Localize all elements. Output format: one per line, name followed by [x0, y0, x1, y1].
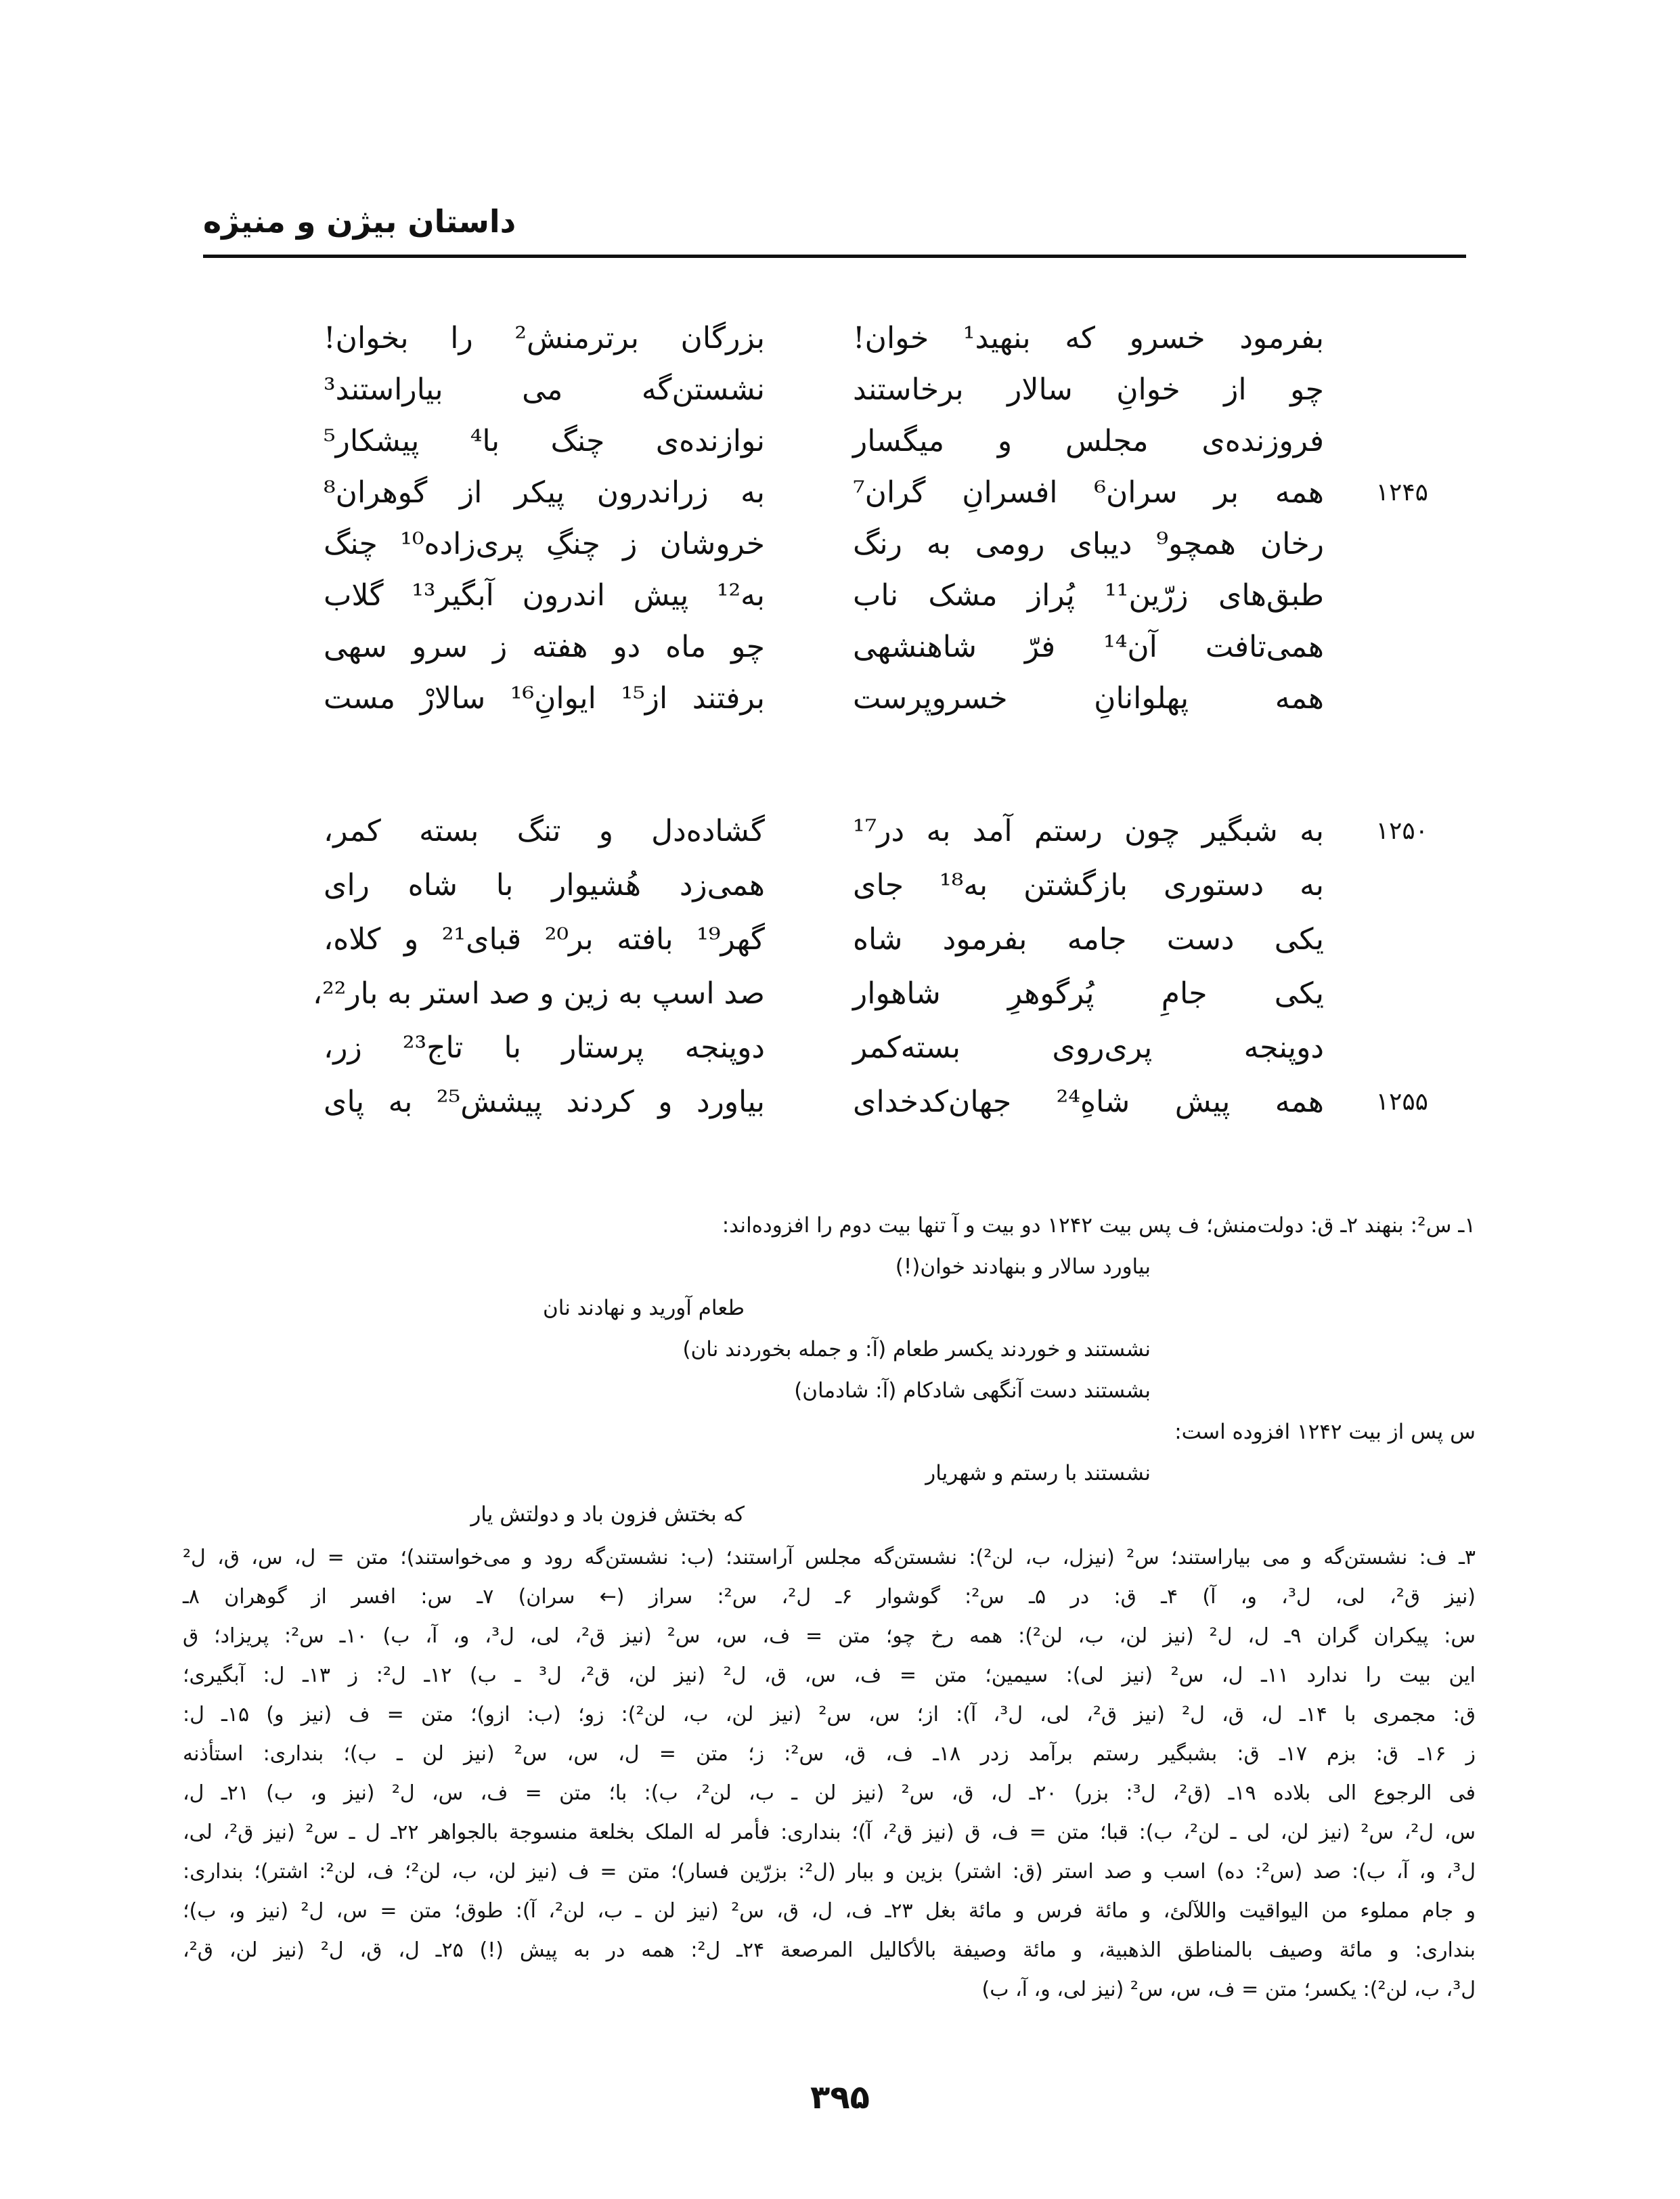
footnote-verse: که بختش فزون باد و دولتش یار — [470, 1502, 745, 1527]
first-hemistich: همه بر سران⁶ افسرانِ گران⁷ — [853, 475, 1324, 510]
footnote-line: این بیت را ندارد ۱۱ـ ل، س² (نیز لی): سیمین؛ متن = ف، س، ق، ل² (نیز لن، ق²، ل³ ـ ب) ۱۲ـ ل²: ز ۱۳ـ ل: آبگیری؛ — [183, 1663, 1476, 1687]
verse-row — [0, 1076, 1680, 1127]
second-hemistich: همی‌زد هُشیوار با شاه رای — [324, 868, 765, 902]
page-number: ۳۹۵ — [810, 2078, 870, 2116]
second-hemistich: نشستن‌گه می بیاراستند³ — [324, 372, 765, 407]
verse-number: ۱۲۵۵ — [1375, 1088, 1428, 1116]
second-hemistich: صد اسپ به زین و صد استر به بار²²، — [312, 976, 765, 1011]
footnote-line: س، ل²، س² (نیز لن، لی ـ لن²، ب): قبا؛ متن = ف، ق (نیز ق²، آ)؛ بنداری: فأمر له الملک بخلعة منسوجة بالجواهر ۲۲ـ ل ـ س² (نیز ق²، لی، — [183, 1821, 1476, 1844]
verse-row — [0, 860, 1680, 911]
footnote-line: ل³، ب، لن²): یکسر؛ متن = ف، س، س² (نیز لی، و، آ، ب) — [981, 1978, 1476, 2001]
footnote-verse: بشستند دست آنگهی شادکام (آ: شادمان) — [794, 1378, 1151, 1403]
footnotes-apparatus — [183, 1538, 1476, 2009]
footnote-intro: ۱ـ س²: بنهند ۲ـ ق: دولت‌منش؛ ف پس بیت ۱۲۴۲ دو بیت و آ تنها بیت دوم را افزوده‌اند: — [722, 1213, 1476, 1238]
verse-row — [0, 519, 1680, 569]
footnote-verse: نشستند با رستم و شهریار — [925, 1461, 1151, 1485]
verse-row — [0, 313, 1680, 364]
second-hemistich: گهر¹⁹ بافته بر²⁰ قبای²¹ و کلاه، — [324, 922, 765, 957]
second-hemistich: برفتند از¹⁵ ایوانِ¹⁶ سالارْ مست — [324, 681, 765, 716]
second-hemistich: بیاورد و کردند پیشش²⁵ به پای — [324, 1085, 765, 1119]
first-hemistich: همی‌تافت آن¹⁴ فرّ شاهنشهی — [853, 630, 1324, 664]
second-hemistich: دوپنجه پرستار با تاج²³ زر، — [324, 1030, 765, 1065]
footnote-intro: س پس از بیت ۱۲۴۲ افزوده است: — [1174, 1420, 1476, 1444]
verse-number: ۱۲۵۰ — [1375, 817, 1428, 845]
second-hemistich: نوازنده‌ی چنگ با⁴ پیشکار⁵ — [324, 424, 766, 458]
first-hemistich: یکی دست جامه بفرمود شاه — [853, 922, 1324, 957]
verse-row — [0, 1022, 1680, 1073]
footnote-line: و جام مملوء من الیواقیت واللآلئ، و مائة فرس و مائة بغل ۲۳ـ ف، ل، ق، س² (نیز لن ـ ب، لن²، آ): طوق؛ متن = س، ل² (نیز و، ب)؛ — [183, 1899, 1476, 1923]
footnote-line: (نیز ق²، لی، ل³، و، آ) ۴ـ ق: در ۵ـ س²: گوشوار ۶ـ ل²، س²: سراز (← سران) ۷ـ س: افسر از گوهران ۸ـ — [183, 1585, 1476, 1609]
first-hemistich: بفرمود خسرو که بنهید¹ خوان! — [853, 321, 1324, 355]
verse-row — [0, 673, 1680, 724]
verse-row — [0, 914, 1680, 965]
footnote-block-2 — [183, 1412, 1476, 1536]
footnote-line: ل³، و، آ، ب): صد (س²: ده) اسب و صد استر (ق: اشتر) بزین و ببار (ل²: بزرّین فسار)؛ متن = ف (نیز لن، ب، لن²؛ ف، لن²: اشتر)؛ بنداری: — [183, 1860, 1476, 1884]
verse-row — [0, 364, 1680, 415]
verse-row — [0, 622, 1680, 672]
second-hemistich: خروشان ز چنگِ پری‌زاده¹⁰ چنگ — [324, 527, 765, 561]
first-hemistich: رخان همچو⁹ دیبای رومی به رنگ — [853, 527, 1325, 561]
verse-number: ۱۲۴۵ — [1375, 479, 1428, 506]
footnote-line: ۳ـ ف: نشستن‌گه و می بیاراستند؛ س² (نیزل، ب، لن²): نشستن‌گه مجلس آراستند؛ (ب: نشستن‌گه رود و می‌خواستند)؛ متن = ل، س، ق، ل² — [183, 1546, 1476, 1569]
footnote-verse: طعام آورید و نهادند نان — [542, 1296, 745, 1320]
footnote-verse: نشستند و خوردند یکسر طعام (آ: و جمله بخوردند نان) — [682, 1337, 1151, 1362]
footnote-line: فی الرجوع الی بلاده ۱۹ـ (ق²، ل³: بزر) ۲۰ـ ل، ق، س² (نیز لن ـ ب، لن²، ب): با؛ متن = ف، س، ل² (نیز و، ب) ۲۱ـ ل، — [183, 1781, 1476, 1805]
first-hemistich: همه پیش شاهِ²⁴ جهان‌کدخدای — [853, 1085, 1325, 1119]
first-hemistich: دوپنجه پری‌روی بسته‌کمر — [853, 1030, 1324, 1065]
verse-row — [0, 570, 1680, 621]
first-hemistich: همه پهلوانانِ خسروپرست — [853, 681, 1324, 716]
first-hemistich: به شبگیر چون رستم آمد به در¹⁷ — [853, 814, 1324, 848]
verse-row — [0, 416, 1680, 466]
footnote-block-1 — [183, 1205, 1476, 1412]
first-hemistich: چو از خوانِ سالار برخاستند — [853, 372, 1324, 407]
first-hemistich: فروزنده‌ی مجلس و میگسار — [853, 424, 1324, 458]
first-hemistich: یکی جامِ پُرگوهرِ شاهوار — [853, 976, 1324, 1011]
footnote-line: س: پیکران گران ۹ـ ل، ل² (نیز لن، ب، لن²): همه رخ چو؛ متن = ف، س، س² (نیز ق²، لی، ل³، و، آ، ب) ۱۰ـ س²: پریزاد؛ ق — [183, 1624, 1476, 1648]
second-hemistich: به¹² پیش اندرون آبگیر¹³ گلاب — [324, 578, 766, 613]
first-hemistich: طبق‌های زرّین¹¹ پُراز مشک ناب — [853, 578, 1325, 613]
footnote-line: ز ۱۶ـ ق: بزم ۱۷ـ ق: بشبگیر رستم برآمد زدر ۱۸ـ ف، ق، س²: ز؛ متن = ل، س، س² (نیز لن ـ ب)؛ بنداری: استأذنه — [183, 1742, 1476, 1766]
first-hemistich: به دستوری بازگشتن به¹⁸ جای — [853, 868, 1324, 902]
second-hemistich: بزرگان برترمنش² را بخوان! — [324, 321, 765, 355]
footnote-verse: بیاورد سالار و بنهادند خوان(!) — [895, 1255, 1151, 1279]
verse-row — [0, 467, 1680, 518]
footnote-line: بنداری: و مائة وصیف بالمناطق الذهبیة، و مائة وصیفة بالأکالیل المرصعة ۲۴ـ ل²: همه در به پیش (!) ۲۵ـ ل، ق، ل² (نیز لن، ق²، — [183, 1938, 1476, 1962]
running-title: داستان بیژن و منیژه — [203, 203, 516, 240]
verse-row — [0, 968, 1680, 1019]
second-hemistich: گشاده‌دل و تنگ بسته کمر، — [324, 814, 765, 848]
second-hemistich: چو ماه دو هفته ز سرو سهی — [324, 630, 765, 664]
footnote-line: ق: مجمری با ۱۴ـ ل، ق، ل² (نیز ق²، لی، ل³، آ): از؛ س، س² (نیز لن، ب، لن²): زو؛ (ب: ازو)؛ متن = ف (نیز و) ۱۵ـ ل: — [183, 1703, 1476, 1726]
header-rule — [203, 255, 1466, 258]
second-hemistich: به زراندرون پیکر از گوهران⁸ — [324, 475, 765, 510]
verse-row — [0, 806, 1680, 856]
